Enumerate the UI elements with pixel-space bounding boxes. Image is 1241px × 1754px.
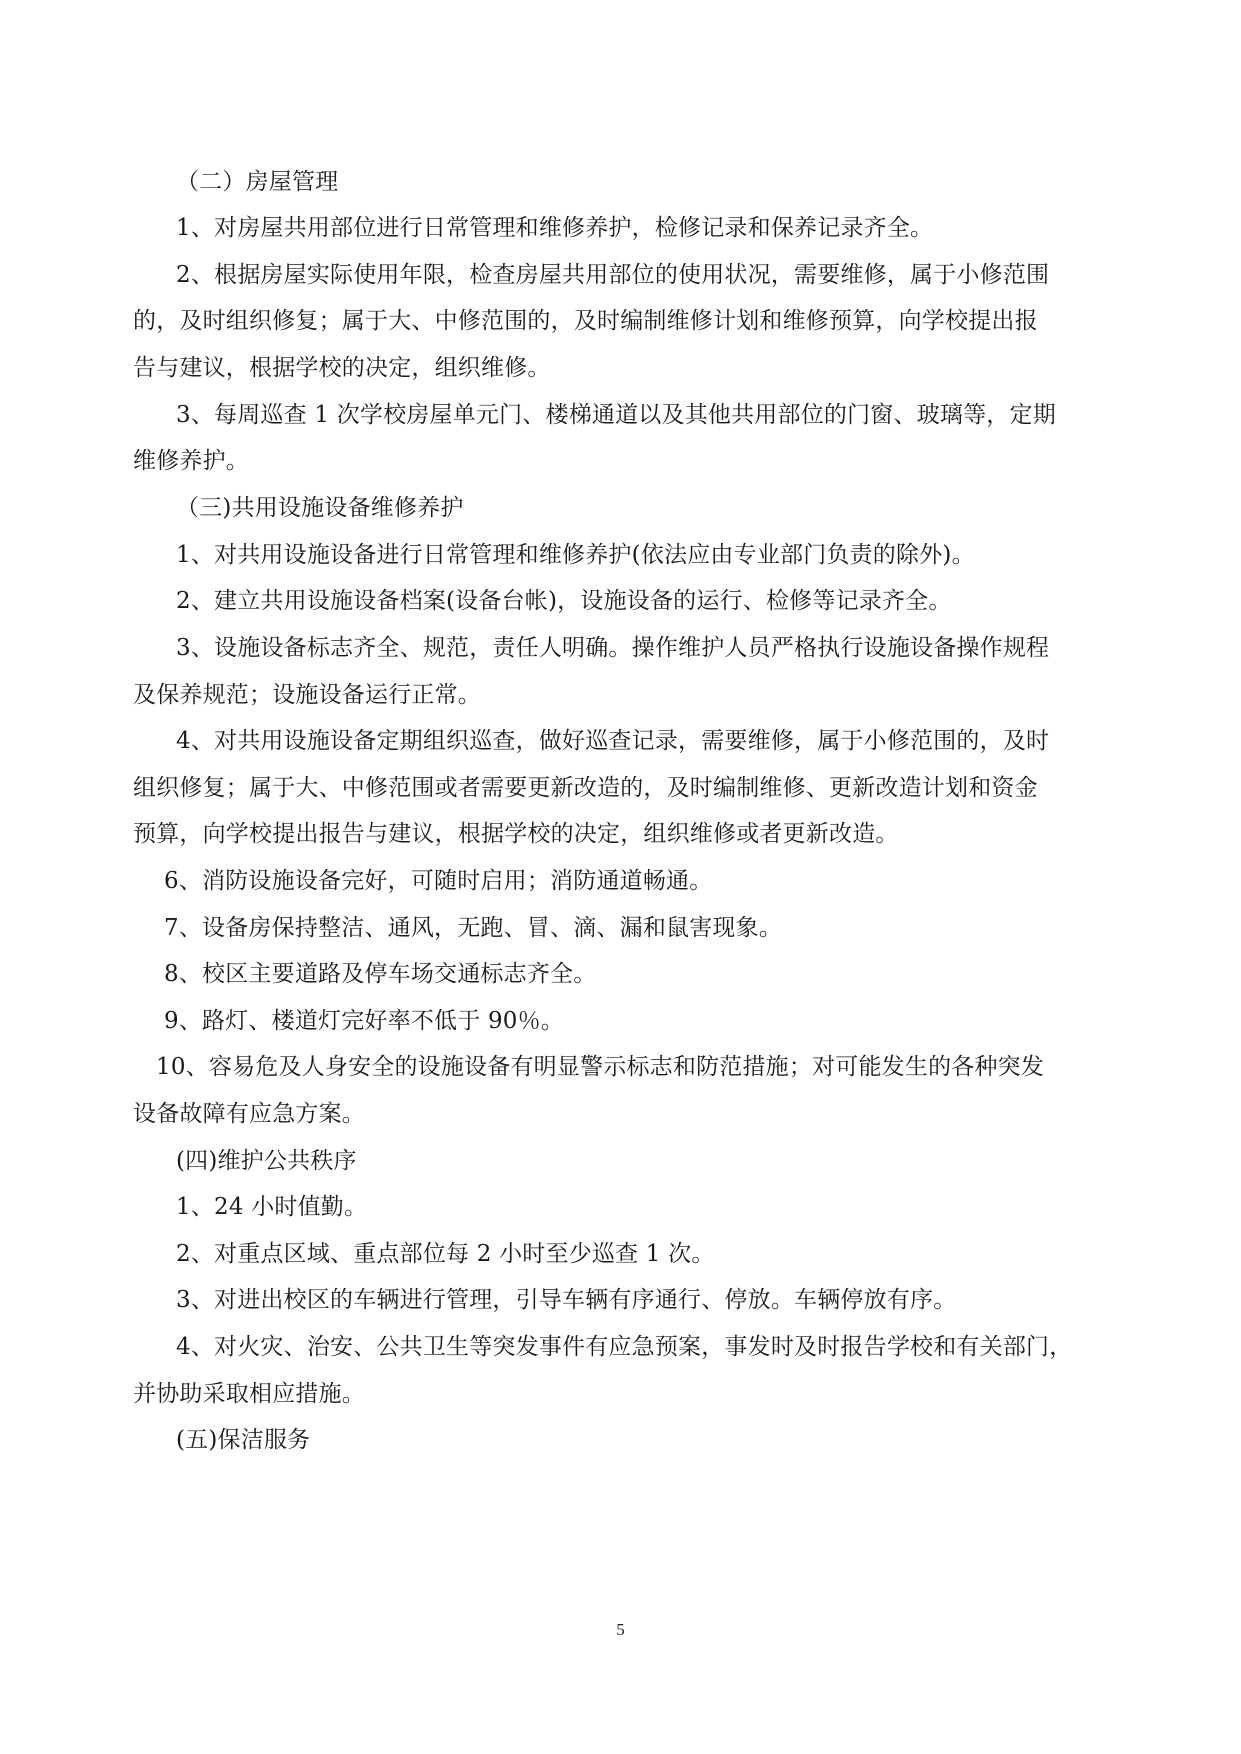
paragraph-line: 组织修复；属于大、中修范围或者需要更新改造的，及时编制维修、更新改造计划和资金	[133, 775, 1038, 801]
paragraph-line: 4、对火灾、治安、公共卫生等突发事件有应急预案，事发时及时报告学校和有关部门，	[176, 1334, 1073, 1360]
paragraph-line: 1、对房屋共用部位进行日常管理和维修养护，检修记录和保养记录齐全。	[176, 215, 934, 241]
paragraph-line: 2、根据房屋实际使用年限，检查房屋共用部位的使用状况，需要维修，属于小修范围	[176, 262, 1050, 288]
paragraph-line: 6、消防设施设备完好，可随时启用；消防通道畅通。	[164, 868, 713, 894]
section-heading-public-order: (四)维护公共秩序	[176, 1148, 357, 1174]
page-number: 5	[616, 1620, 625, 1639]
paragraph-line: 3、每周巡查 1 次学校房屋单元门、楼梯通道以及其他共用部位的门窗、玻璃等，定期	[176, 402, 1056, 428]
paragraph-line: 10、容易危及人身安全的设施设备有明显警示标志和防范措施；对可能发生的各种突发	[156, 1054, 1045, 1080]
paragraph-line: 设备故障有应急方案。	[133, 1101, 365, 1127]
paragraph-line: 3、设施设备标志齐全、规范，责任人明确。操作维护人员严格执行设施设备操作规程	[176, 635, 1050, 661]
section-heading-housing: （二）房屋管理	[176, 169, 339, 195]
paragraph-line: 8、校区主要道路及停车场交通标志齐全。	[164, 961, 597, 987]
paragraph-line: 2、建立共用设施设备档案(设备台帐)，设施设备的运行、检修等记录齐全。	[176, 588, 952, 614]
paragraph-line: 并协助采取相应措施。	[133, 1381, 365, 1407]
paragraph-line: 4、对共用设施设备定期组织巡查，做好巡查记录，需要维修，属于小修范围的，及时	[176, 728, 1050, 754]
paragraph-line: 维修养护。	[133, 448, 249, 474]
paragraph-line: 3、对进出校区的车辆进行管理，引导车辆有序通行、停放。车辆停放有序。	[176, 1287, 957, 1313]
paragraph-line: 告与建议，根据学校的决定，组织维修。	[133, 355, 551, 381]
paragraph-line: 的，及时组织修复；属于大、中修范围的，及时编制维修计划和维修预算，向学校提出报	[133, 308, 1038, 334]
paragraph-line: 及保养规范；设施设备运行正常。	[133, 682, 481, 708]
paragraph-line: 1、24 小时值勤。	[176, 1194, 368, 1220]
paragraph-line: 预算，向学校提出报告与建议，根据学校的决定，组织维修或者更新改造。	[133, 821, 899, 847]
section-heading-facilities: （三)共用设施设备维修养护	[176, 495, 464, 521]
paragraph-line: 1、对共用设施设备进行日常管理和维修养护(依法应由专业部门负责的除外)。	[176, 542, 975, 568]
paragraph-line: 2、对重点区域、重点部位每 2 小时至少巡查 1 次。	[176, 1241, 715, 1267]
paragraph-line: 9、路灯、楼道灯完好率不低于 90％。	[164, 1008, 565, 1034]
paragraph-line: 7、设备房保持整洁、通风，无跑、冒、滴、漏和鼠害现象。	[164, 915, 783, 941]
section-heading-cleaning: (五)保洁服务	[176, 1427, 311, 1453]
